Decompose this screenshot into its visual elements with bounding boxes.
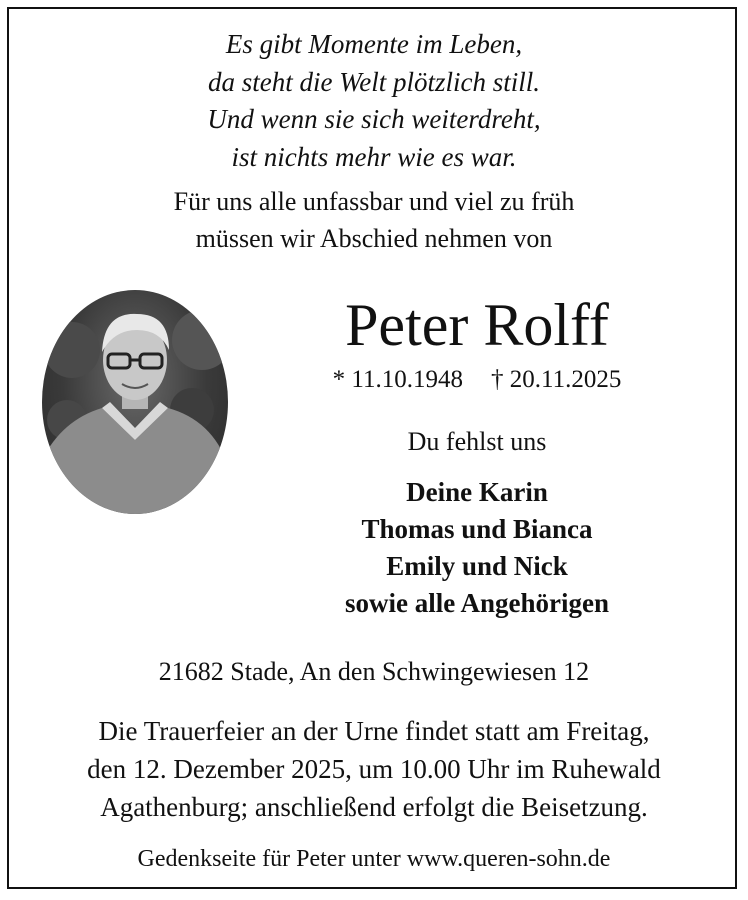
- family-list: [232, 474, 722, 622]
- family-member: sowie alle Angehörigen: [345, 588, 609, 618]
- portrait-photo: [42, 290, 228, 514]
- death-date: † 20.11.2025: [491, 366, 622, 393]
- life-dates: [232, 362, 722, 398]
- missed-text: Du fehlst uns: [407, 427, 547, 456]
- memorial-page-link: Gedenkseite für Peter unter www.queren-sohn.de: [137, 846, 611, 872]
- family-member: Thomas und Bianca: [361, 514, 593, 544]
- deceased-name: Peter Rolff: [345, 292, 609, 358]
- intro-line: müssen wir Abschied nehmen von: [195, 224, 553, 253]
- address: 21682 Stade, An den Schwingewiesen 12: [158, 657, 590, 686]
- family-member: Deine Karin: [406, 477, 548, 507]
- poem-line: Es gibt Momente im Leben,: [225, 29, 523, 59]
- intro-line: Für uns alle unfassbar und viel zu früh: [173, 187, 575, 216]
- service-line: Die Trauerfeier an der Urne findet statt am Freitag,: [98, 716, 650, 746]
- intro-text: [0, 183, 748, 257]
- service-info: [0, 712, 748, 826]
- service-line: den 12. Dezember 2025, um 10.00 Uhr im Ruhewald: [87, 754, 661, 784]
- poem-line: ist nichts mehr wie es war.: [231, 141, 517, 172]
- family-member: Emily und Nick: [386, 551, 568, 581]
- poem-line: Und wenn sie sich weiterdreht,: [207, 104, 541, 134]
- poem-line: da steht die Welt plötzlich still.: [208, 66, 540, 97]
- birth-date: * 11.10.1948: [332, 366, 463, 393]
- service-line: Agathenburg; anschließend erfolgt die Beisetzung.: [100, 792, 648, 822]
- poem: [0, 26, 748, 176]
